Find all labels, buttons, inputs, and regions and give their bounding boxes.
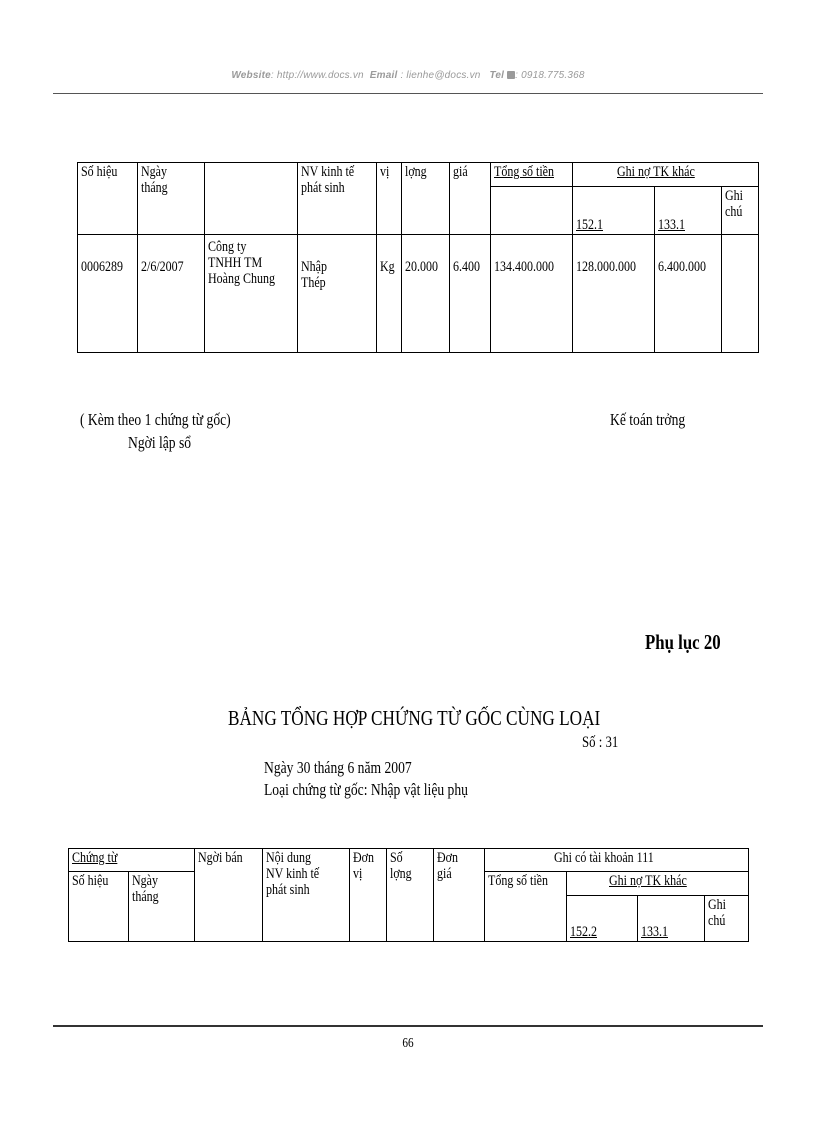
- header-gia: giá: [450, 163, 491, 235]
- header-tk-1522: 152.2: [567, 896, 638, 942]
- header-ghi-co: Ghi có tài khoản 111: [485, 849, 749, 872]
- accountant-label: Kế toán trởng: [610, 410, 686, 429]
- tel-label: Tel: [489, 70, 505, 81]
- summary-table-2: [68, 848, 749, 942]
- header-chung-tu: Chứng từ: [69, 849, 195, 872]
- document-number: Số : 31: [582, 734, 619, 751]
- email-value: : lienhe@docs.vn: [400, 70, 481, 81]
- tel-value: : 0918.775.368: [515, 70, 585, 81]
- header-tong-so-tien: Tổng số tiền: [485, 872, 567, 942]
- header-don-gia: Đơn giá: [434, 849, 485, 942]
- header-so-hieu: Số hiệu: [69, 872, 129, 942]
- appendix-label: Phụ lục 20: [645, 630, 721, 654]
- header-ghi-no-tk-khac: Ghi nợ TK khác: [567, 872, 749, 896]
- header-tk-1331: 133.1: [654, 187, 721, 235]
- cell-tk-1331: 6.400.000: [654, 235, 721, 353]
- header-ngay-thang: Ngày tháng: [129, 872, 194, 942]
- voucher-table-1: [77, 162, 759, 353]
- header-nguoi-ban: Ngời bán: [194, 849, 263, 942]
- cell-noi-dung: Nhập Thép: [297, 235, 376, 353]
- cell-ghi-chu: [721, 235, 758, 353]
- cell-tong-so-tien: 134.400.000: [490, 235, 572, 353]
- cell-ngay: 2/6/2007: [137, 235, 204, 353]
- header-ghi-chu: Ghi chú: [721, 187, 758, 235]
- cell-tk-1521: 128.000.000: [572, 235, 654, 353]
- cell-so-luong: 20.000: [401, 235, 449, 353]
- header-tong-so-tien-sub: [490, 187, 572, 235]
- website-value: : http://www.docs.vn: [270, 70, 364, 81]
- phone-icon: [507, 71, 515, 79]
- header-tong-so-tien: Tổng số tiền: [490, 163, 572, 187]
- cell-so-hieu: 0006289: [78, 235, 138, 353]
- footer-rule: [53, 1025, 763, 1027]
- header-nv-kinh-te: NV kinh tế phát sinh: [297, 163, 376, 235]
- header-tk-1521: 152.1: [572, 187, 654, 235]
- cell-nguoi-ban: Công ty TNHH TM Hoàng Chung: [204, 235, 297, 353]
- header-nguoi-ban: [204, 163, 297, 235]
- header-don-vi: Đơn vị: [350, 849, 387, 942]
- header-vi: vị: [376, 163, 401, 235]
- cell-don-vi: Kg: [376, 235, 401, 353]
- header-ghi-chu: Ghi chú: [704, 896, 748, 942]
- email-label: Email: [369, 70, 398, 81]
- header-tk-1331: 133.1: [638, 896, 705, 942]
- header-ngay-thang: Ngày tháng: [137, 163, 204, 235]
- page-number: 66: [402, 1036, 414, 1051]
- header-so-luong: Số lợng: [387, 849, 434, 942]
- header-long: lợng: [401, 163, 449, 235]
- document-date: Ngày 30 tháng 6 năm 2007: [264, 758, 412, 777]
- header-ghi-no-tk-khac: Ghi nợ TK khác: [572, 163, 758, 187]
- table-row: [78, 235, 759, 353]
- document-type: Loại chứng từ gốc: Nhập vật liệu phụ: [264, 780, 468, 799]
- attached-note: ( Kèm theo 1 chứng từ gốc): [80, 410, 231, 429]
- header-noi-dung: Nội dung NV kinh tế phát sinh: [263, 849, 350, 942]
- page-header: [0, 70, 816, 81]
- header-so-hieu: Số hiệu: [78, 163, 138, 235]
- header-rule: [53, 93, 763, 94]
- page-title: BẢNG TỔNG HỢP CHỨNG TỪ GỐC CÙNG LOẠI: [228, 706, 601, 730]
- cell-don-gia: 6.400: [450, 235, 491, 353]
- website-label: Website: [231, 70, 271, 81]
- preparer-label: Ngời lập sổ: [128, 433, 192, 452]
